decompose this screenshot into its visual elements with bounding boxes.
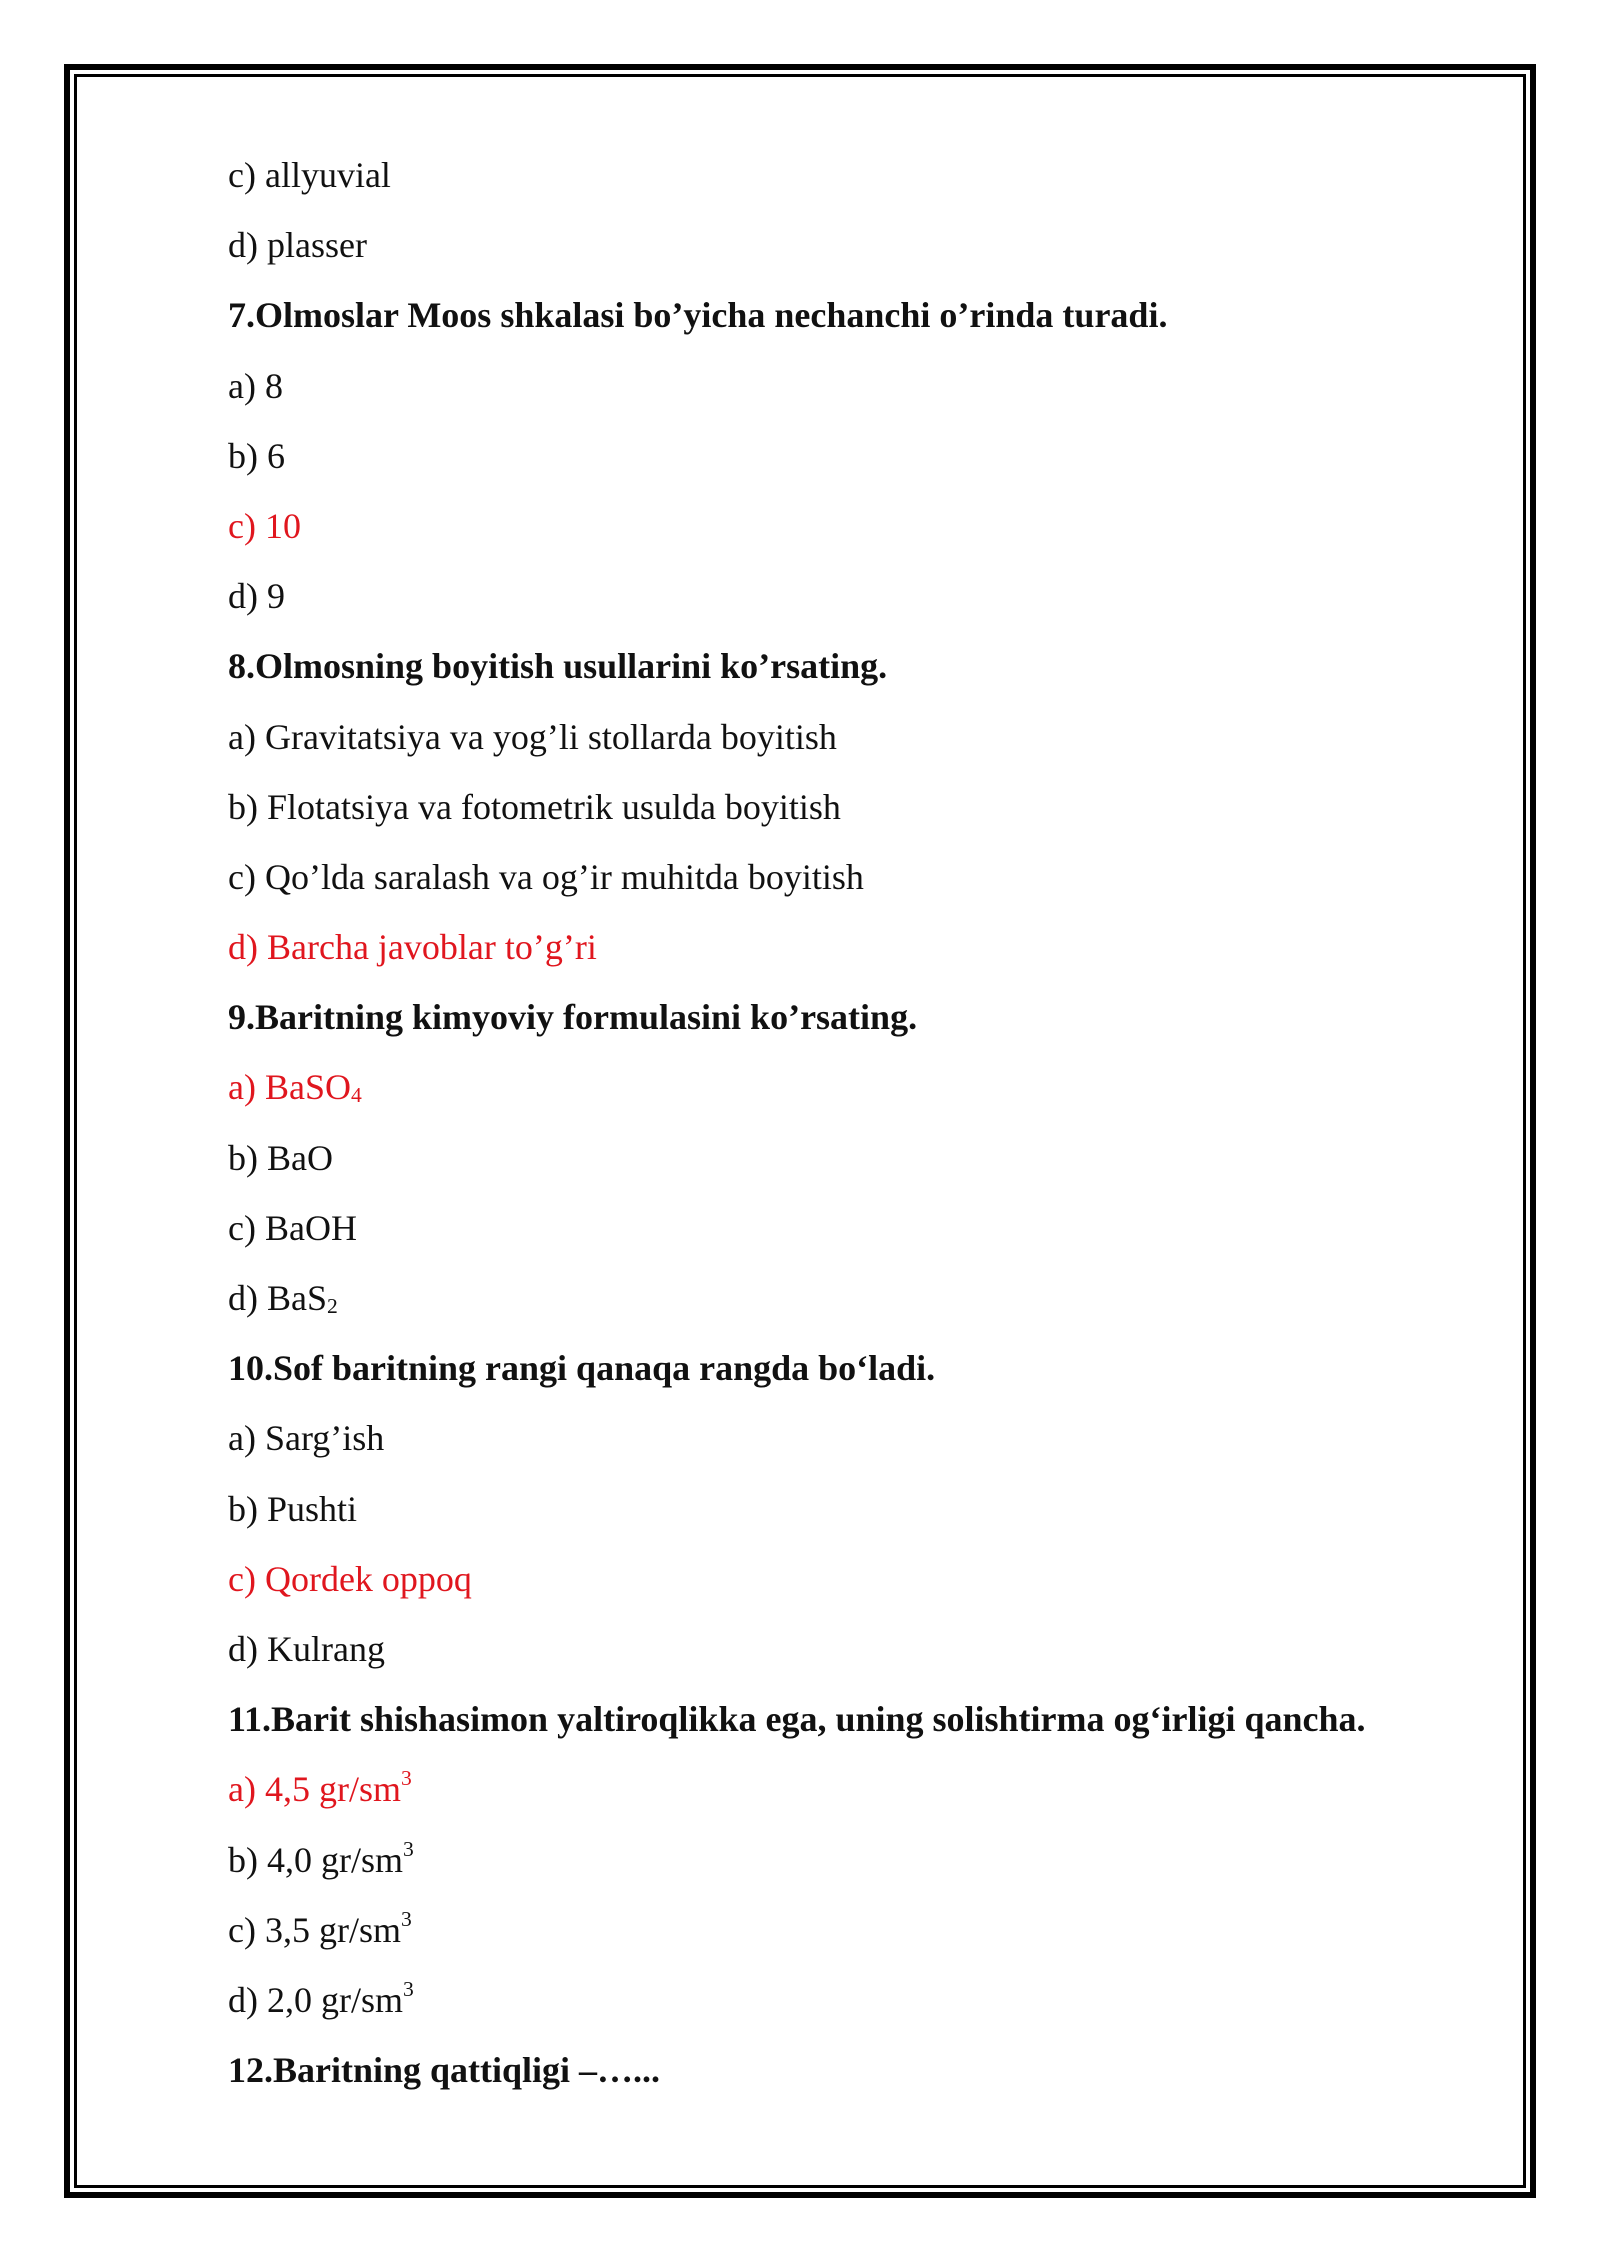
line-text: d) plasser	[228, 225, 367, 266]
superscript: 3	[400, 1906, 412, 1931]
answer-option	[228, 421, 1478, 491]
answer-option-correct	[228, 912, 1478, 982]
line-text: b) Flotatsiya va fotometrik usulda boyitish	[228, 786, 841, 827]
line-text: d) Kulrang	[228, 1628, 385, 1669]
line-text: a) BaSO	[228, 1067, 351, 1108]
answer-option	[228, 1965, 1478, 2035]
line-text: d) 2,0 gr/sm	[228, 1979, 403, 2020]
subscript: 4	[350, 1083, 362, 1108]
line-text: b) BaO	[228, 1137, 333, 1178]
question-text	[228, 280, 1478, 350]
answer-option	[228, 1263, 1478, 1333]
line-text: d) Barcha javoblar to’g’ri	[228, 927, 597, 968]
answer-option	[228, 1193, 1478, 1263]
line-text: 7.Olmoslar Moos shkalasi bo’yicha nechanchi o’rinda turadi.	[228, 295, 1168, 336]
answer-option	[228, 772, 1478, 842]
question-text	[228, 1684, 1478, 1754]
answer-option	[228, 842, 1478, 912]
quiz-content	[228, 140, 1478, 2105]
answer-option	[228, 1123, 1478, 1193]
answer-option	[228, 702, 1478, 772]
line-text: c) BaOH	[228, 1207, 357, 1248]
question-text	[228, 1333, 1478, 1403]
line-text: 10.Sof baritning rangi qanaqa rangda bo‘ladi.	[228, 1348, 936, 1389]
answer-option-correct	[228, 1052, 1478, 1122]
line-text: b) 4,0 gr/sm	[228, 1839, 403, 1880]
line-text: 9.Baritning kimyoviy formulasini ko’rsating.	[228, 997, 918, 1038]
answer-option	[228, 210, 1478, 280]
line-text: d) BaS	[228, 1278, 327, 1318]
line-text: c) allyuvial	[228, 155, 391, 195]
question-text	[228, 631, 1478, 701]
answer-option	[228, 351, 1478, 421]
line-text: b) Pushti	[228, 1488, 358, 1529]
line-text: 11.Barit shishasimon yaltiroqlikka ega, uning solishtirma og‘irligi qancha.	[228, 1699, 1366, 1740]
answer-option-correct	[228, 1754, 1478, 1824]
line-text: d) 9	[228, 576, 285, 617]
line-text: a) 4,5 gr/sm	[228, 1769, 401, 1810]
answer-option	[228, 1403, 1478, 1473]
question-text	[228, 2035, 1478, 2105]
line-text: a) Gravitatsiya va yog’li stollarda boyitish	[228, 716, 837, 757]
answer-option	[228, 561, 1478, 631]
line-text: b) 6	[228, 435, 285, 476]
answer-option	[228, 140, 1478, 210]
line-text: a) 8	[228, 365, 283, 406]
line-text: a) Sarg’ish	[228, 1418, 385, 1459]
subscript: 2	[327, 1294, 338, 1319]
line-text: c) Qo’lda saralash va og’ir muhitda boyitish	[228, 856, 864, 897]
superscript: 3	[403, 1836, 414, 1861]
answer-option	[228, 1895, 1478, 1965]
line-text: 8.Olmosning boyitish usullarini ko’rsating.	[228, 646, 888, 687]
answer-option	[228, 1614, 1478, 1684]
superscript: 3	[403, 1976, 414, 2001]
line-text: c) 3,5 gr/sm	[228, 1909, 401, 1950]
line-text: c) 10	[228, 505, 301, 546]
line-text: 12.Baritning qattiqligi –…...	[228, 2050, 661, 2091]
answer-option-correct	[228, 1544, 1478, 1614]
answer-option-correct	[228, 491, 1478, 561]
line-text: c) Qordek oppoq	[228, 1558, 472, 1599]
answer-option	[228, 1474, 1478, 1544]
answer-option	[228, 1825, 1478, 1895]
question-text	[228, 982, 1478, 1052]
superscript: 3	[400, 1766, 412, 1791]
